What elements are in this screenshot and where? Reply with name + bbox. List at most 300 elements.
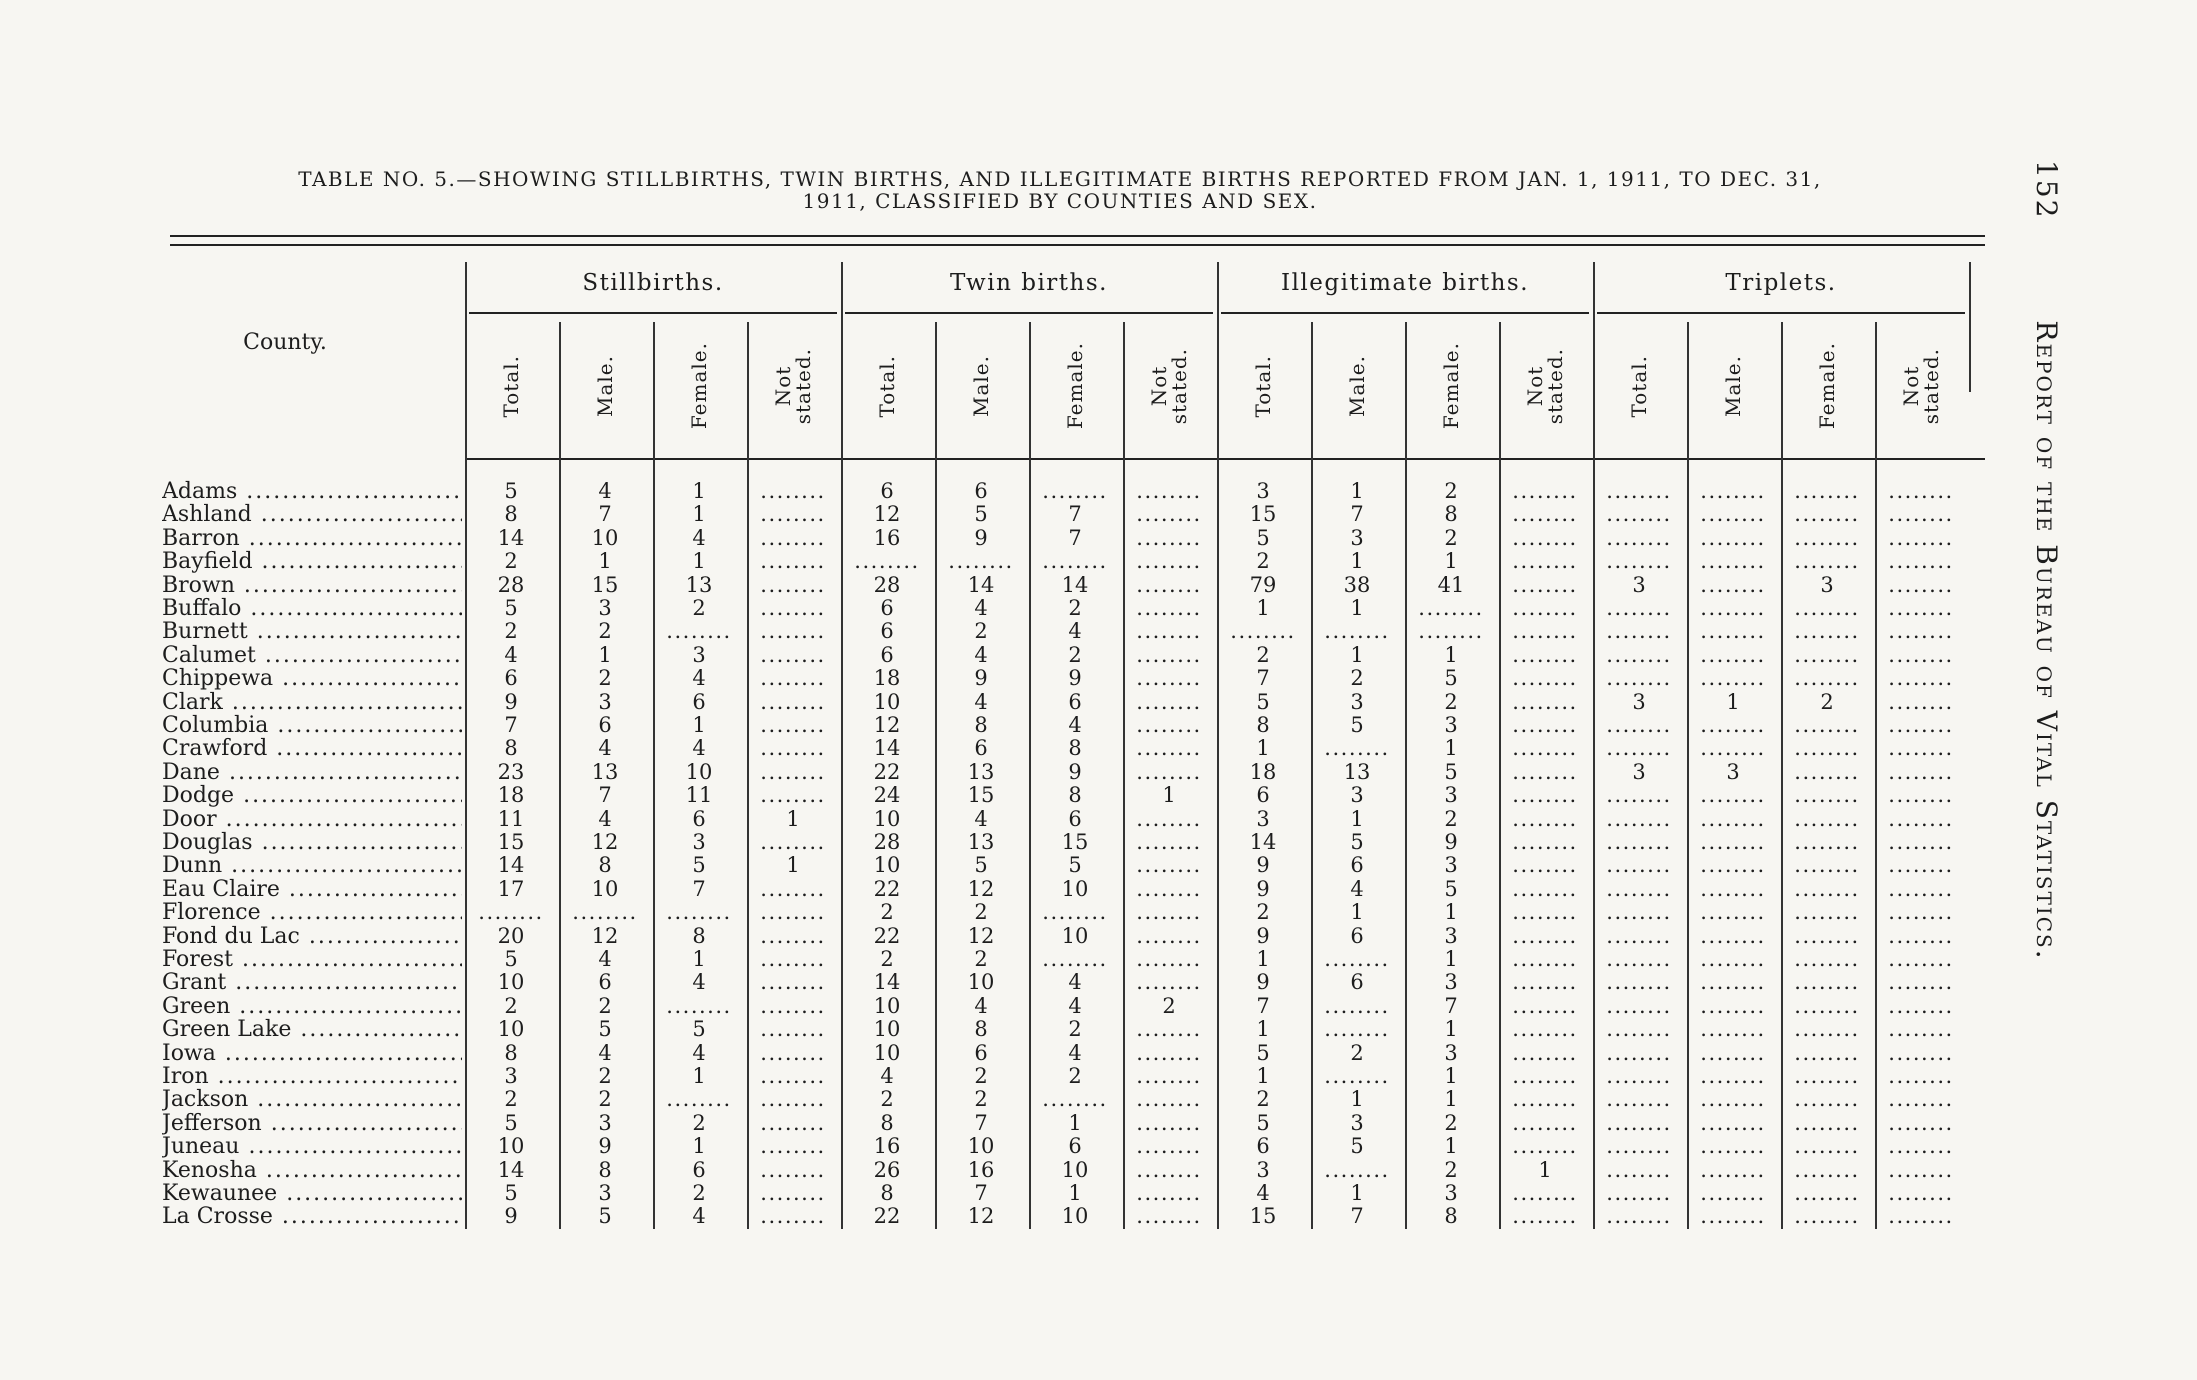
table-cell bbox=[1781, 784, 1873, 807]
table-cell: 1 bbox=[1350, 596, 1364, 620]
table-cell: 3 bbox=[1256, 1157, 1270, 1182]
table-cell: 10 bbox=[873, 1040, 901, 1065]
table-row bbox=[0, 971, 2197, 994]
column-header-0 bbox=[465, 322, 557, 450]
table-cell: 6 bbox=[1350, 923, 1364, 948]
county-name: Iron ..... bbox=[162, 1065, 462, 1088]
group-header-0: Stillbirths. bbox=[582, 270, 724, 296]
table-cell: 4 bbox=[974, 993, 988, 1018]
table-cell: 12 bbox=[967, 876, 995, 901]
table-cell bbox=[559, 901, 651, 924]
table-cell: 22 bbox=[873, 876, 901, 901]
table-cell: 2 bbox=[974, 1064, 988, 1088]
table-cell: 7 bbox=[1350, 502, 1364, 527]
group-header-3: Triplets. bbox=[1725, 270, 1837, 296]
table-row bbox=[0, 691, 2197, 714]
table-cell bbox=[1781, 503, 1873, 526]
column-header-label: Male. bbox=[969, 355, 993, 417]
table-cell: 3 bbox=[692, 642, 706, 667]
table-cell: 4 bbox=[598, 736, 612, 761]
table-row bbox=[0, 1135, 2197, 1158]
table-cell: 2 bbox=[880, 1087, 894, 1112]
table-cell: 1 bbox=[1444, 642, 1458, 667]
county-name: Iowa ..... bbox=[162, 1042, 462, 1065]
table-cell: 1 bbox=[1444, 1017, 1458, 1042]
table-cell: 4 bbox=[1068, 1040, 1082, 1065]
table-cell bbox=[747, 1112, 839, 1135]
table-row bbox=[0, 1065, 2197, 1088]
table-cell: 9 bbox=[1444, 830, 1458, 854]
table-cell: 2 bbox=[598, 1064, 612, 1088]
table-cell bbox=[1593, 737, 1685, 760]
table-cell bbox=[1781, 808, 1873, 831]
column-header-7 bbox=[1123, 322, 1215, 450]
table-cell: 5 bbox=[1350, 1134, 1364, 1159]
table-row bbox=[0, 550, 2197, 573]
table-cell: 6 bbox=[504, 666, 518, 691]
table-cell: 3 bbox=[1350, 783, 1364, 808]
table-cell bbox=[1029, 901, 1121, 924]
table-row bbox=[0, 644, 2197, 667]
table-cell bbox=[747, 527, 839, 550]
table-cell bbox=[1593, 550, 1685, 573]
table-cell: 4 bbox=[598, 1040, 612, 1065]
table-cell bbox=[1123, 527, 1215, 550]
table-cell: 10 bbox=[1061, 1157, 1089, 1182]
table-cell bbox=[1123, 761, 1215, 784]
column-header-6 bbox=[1029, 322, 1121, 450]
table-cell: 10 bbox=[591, 525, 619, 550]
county-name: Fond du Lac ..... bbox=[162, 925, 462, 948]
table-cell bbox=[747, 831, 839, 854]
column-header-label: Total. bbox=[1627, 354, 1651, 418]
table-cell: 2 bbox=[692, 596, 706, 620]
table-cell bbox=[1593, 1159, 1685, 1182]
table-cell: 1 bbox=[1538, 1157, 1552, 1182]
table-cell bbox=[747, 1088, 839, 1111]
table-cell: 2 bbox=[1068, 1064, 1082, 1088]
column-header-13 bbox=[1687, 322, 1779, 450]
table-cell bbox=[747, 503, 839, 526]
table-cell: 4 bbox=[692, 1040, 706, 1065]
table-cell: 7 bbox=[598, 502, 612, 527]
table-cell: 1 bbox=[692, 479, 706, 503]
table-cell: 3 bbox=[1350, 1110, 1364, 1135]
table-cell: 6 bbox=[880, 596, 894, 620]
column-header-8 bbox=[1217, 322, 1309, 450]
table-cell bbox=[747, 1159, 839, 1182]
table-cell bbox=[1123, 1159, 1215, 1182]
table-cell bbox=[1687, 597, 1779, 620]
county-name: Dodge ..... bbox=[162, 784, 462, 807]
table-cell bbox=[1499, 1065, 1591, 1088]
table-cell bbox=[747, 691, 839, 714]
table-cell bbox=[1875, 527, 1967, 550]
table-cell: 10 bbox=[497, 1134, 525, 1159]
table-cell: 3 bbox=[692, 830, 706, 854]
table-cell bbox=[1687, 808, 1779, 831]
county-name: Dane ..... bbox=[162, 761, 462, 784]
table-cell bbox=[1781, 597, 1873, 620]
table-cell: 4 bbox=[1068, 970, 1082, 995]
table-cell: 11 bbox=[497, 806, 525, 831]
table-cell: 4 bbox=[1256, 1181, 1270, 1205]
table-cell bbox=[1029, 948, 1121, 971]
table-cell: 16 bbox=[967, 1157, 995, 1182]
table-cell: 8 bbox=[974, 1017, 988, 1042]
table-cell bbox=[1499, 644, 1591, 667]
table-cell: 7 bbox=[974, 1110, 988, 1135]
table-cell bbox=[1781, 550, 1873, 573]
table-cell bbox=[747, 925, 839, 948]
table-cell bbox=[653, 620, 745, 643]
table-cell: 7 bbox=[598, 783, 612, 808]
table-cell: 2 bbox=[974, 900, 988, 925]
table-cell: 8 bbox=[880, 1110, 894, 1135]
table-cell bbox=[1781, 761, 1873, 784]
table-cell: 3 bbox=[1632, 689, 1646, 714]
table-cell bbox=[1875, 808, 1967, 831]
table-cell bbox=[1875, 854, 1967, 877]
table-cell bbox=[1593, 854, 1685, 877]
table-cell: 3 bbox=[1444, 783, 1458, 808]
table-cell: 3 bbox=[1350, 689, 1364, 714]
table-cell: 2 bbox=[1820, 689, 1834, 714]
table-cell: 4 bbox=[692, 970, 706, 995]
table-cell: 15 bbox=[1061, 830, 1089, 854]
table-cell: 1 bbox=[1444, 1064, 1458, 1088]
table-cell: 15 bbox=[1249, 502, 1277, 527]
table-cell: 7 bbox=[1350, 1204, 1364, 1229]
table-cell bbox=[1593, 714, 1685, 737]
table-cell: 5 bbox=[692, 853, 706, 878]
table-cell bbox=[1311, 948, 1403, 971]
table-cell: 14 bbox=[873, 736, 901, 761]
table-row bbox=[0, 854, 2197, 877]
table-cell bbox=[1781, 737, 1873, 760]
table-cell: 12 bbox=[591, 923, 619, 948]
county-name: Calumet ..... bbox=[162, 644, 462, 667]
table-cell bbox=[1687, 784, 1779, 807]
table-cell: 1 bbox=[692, 947, 706, 971]
top-rule bbox=[170, 235, 1985, 237]
column-header-label: Male. bbox=[593, 355, 617, 417]
table-cell: 6 bbox=[1256, 1134, 1270, 1159]
table-cell bbox=[1687, 1112, 1779, 1135]
table-cell: 2 bbox=[1256, 900, 1270, 925]
table-cell bbox=[1123, 1018, 1215, 1041]
table-cell bbox=[1687, 737, 1779, 760]
table-cell bbox=[1687, 1065, 1779, 1088]
table-cell bbox=[1875, 1042, 1967, 1065]
table-cell bbox=[1123, 574, 1215, 597]
table-cell bbox=[1311, 620, 1403, 643]
table-cell: 2 bbox=[1068, 1017, 1082, 1042]
table-cell bbox=[1123, 714, 1215, 737]
table-cell bbox=[1687, 574, 1779, 597]
table-row bbox=[0, 667, 2197, 690]
table-cell: 10 bbox=[967, 970, 995, 995]
table-cell bbox=[1593, 925, 1685, 948]
table-cell bbox=[1499, 1018, 1591, 1041]
column-header-15 bbox=[1875, 322, 1967, 450]
table-cell bbox=[1875, 1159, 1967, 1182]
table-cell: 23 bbox=[497, 759, 525, 784]
table-cell: 1 bbox=[1444, 947, 1458, 971]
table-cell: 5 bbox=[504, 947, 518, 971]
table-cell: 1 bbox=[1350, 900, 1364, 925]
table-cell bbox=[1593, 948, 1685, 971]
table-cell bbox=[1499, 620, 1591, 643]
table-cell: 5 bbox=[1256, 1040, 1270, 1065]
table-cell bbox=[747, 784, 839, 807]
county-name: Eau Claire ..... bbox=[162, 878, 462, 901]
table-cell: 2 bbox=[504, 993, 518, 1018]
table-row bbox=[0, 948, 2197, 971]
table-cell bbox=[935, 550, 1027, 573]
table-cell: 2 bbox=[598, 1087, 612, 1112]
table-cell bbox=[1029, 480, 1121, 503]
table-cell: 2 bbox=[504, 1087, 518, 1112]
column-header-label: Total. bbox=[1251, 354, 1275, 418]
table-cell bbox=[1499, 1182, 1591, 1205]
county-name: Burnett ..... bbox=[162, 620, 462, 643]
table-row bbox=[0, 574, 2197, 597]
table-cell bbox=[1875, 784, 1967, 807]
table-cell: 7 bbox=[974, 1181, 988, 1205]
table-cell bbox=[653, 901, 745, 924]
table-cell: 2 bbox=[504, 549, 518, 574]
table-cell: 3 bbox=[504, 1064, 518, 1088]
table-cell: 5 bbox=[1256, 1110, 1270, 1135]
county-name: Douglas ..... bbox=[162, 831, 462, 854]
table-cell bbox=[747, 597, 839, 620]
table-cell bbox=[1687, 854, 1779, 877]
column-header-label: Male. bbox=[1721, 355, 1745, 417]
table-cell bbox=[1781, 1182, 1873, 1205]
table-cell: 2 bbox=[1068, 642, 1082, 667]
table-cell: 41 bbox=[1437, 572, 1465, 597]
table-cell bbox=[1593, 1088, 1685, 1111]
table-cell: 14 bbox=[497, 853, 525, 878]
table-cell: 8 bbox=[880, 1181, 894, 1205]
table-cell: 5 bbox=[1444, 666, 1458, 691]
table-cell bbox=[1499, 1042, 1591, 1065]
table-cell bbox=[1123, 1088, 1215, 1111]
table-cell: 4 bbox=[598, 806, 612, 831]
table-cell: 12 bbox=[967, 923, 995, 948]
table-cell bbox=[1593, 667, 1685, 690]
table-cell bbox=[1781, 925, 1873, 948]
table-cell bbox=[1875, 971, 1967, 994]
column-header-2 bbox=[653, 322, 745, 450]
table-cell: 22 bbox=[873, 923, 901, 948]
table-cell: 10 bbox=[497, 1017, 525, 1042]
table-cell bbox=[747, 644, 839, 667]
table-cell bbox=[1593, 995, 1685, 1018]
table-cell: 13 bbox=[1343, 759, 1371, 784]
table-row bbox=[0, 995, 2197, 1018]
table-cell: 13 bbox=[591, 759, 619, 784]
table-cell bbox=[747, 1135, 839, 1158]
column-header-label: Not stated. bbox=[1523, 347, 1567, 425]
table-cell: 2 bbox=[1444, 1157, 1458, 1182]
table-cell: 2 bbox=[974, 619, 988, 644]
table-cell bbox=[1593, 597, 1685, 620]
table-cell: 18 bbox=[1249, 759, 1277, 784]
table-cell bbox=[1687, 1042, 1779, 1065]
table-cell: 9 bbox=[598, 1134, 612, 1159]
table-cell bbox=[1875, 1135, 1967, 1158]
table-cell: 16 bbox=[873, 1134, 901, 1159]
table-cell: 1 bbox=[1444, 900, 1458, 925]
table-cell bbox=[1311, 737, 1403, 760]
county-name: Juneau ..... bbox=[162, 1135, 462, 1158]
table-cell bbox=[1029, 550, 1121, 573]
table-row bbox=[0, 808, 2197, 831]
table-cell: 3 bbox=[1444, 1040, 1458, 1065]
table-cell bbox=[1687, 1159, 1779, 1182]
table-cell: 1 bbox=[1350, 549, 1364, 574]
county-name: Barron ..... bbox=[162, 527, 462, 550]
column-header-label: Female. bbox=[1063, 342, 1087, 430]
table-cell bbox=[747, 667, 839, 690]
table-cell bbox=[1123, 1112, 1215, 1135]
table-cell bbox=[1499, 503, 1591, 526]
table-cell bbox=[747, 878, 839, 901]
table-cell: 14 bbox=[967, 572, 995, 597]
table-cell: 5 bbox=[1068, 853, 1082, 878]
table-cell: 9 bbox=[504, 689, 518, 714]
table-cell bbox=[1405, 597, 1497, 620]
county-name: Florence ..... bbox=[162, 901, 462, 924]
table-cell: 6 bbox=[1068, 689, 1082, 714]
table-cell: 5 bbox=[1444, 876, 1458, 901]
table-cell: 8 bbox=[1256, 713, 1270, 737]
table-cell: 2 bbox=[974, 947, 988, 971]
running-title: Report of the Bureau of Vital Statistics. bbox=[2030, 320, 2063, 961]
table-cell bbox=[1311, 1018, 1403, 1041]
table-cell: 9 bbox=[1256, 970, 1270, 995]
table-cell: 8 bbox=[1068, 783, 1082, 808]
table-cell bbox=[1687, 831, 1779, 854]
table-cell: 10 bbox=[873, 993, 901, 1018]
table-cell bbox=[747, 995, 839, 1018]
group-underline-1 bbox=[845, 312, 1213, 314]
table-cell: 1 bbox=[1068, 1181, 1082, 1205]
table-cell bbox=[1123, 1042, 1215, 1065]
table-cell bbox=[1123, 480, 1215, 503]
table-row bbox=[0, 1205, 2197, 1228]
table-cell: 6 bbox=[974, 1040, 988, 1065]
table-cell: 7 bbox=[1068, 525, 1082, 550]
table-cell: 2 bbox=[1256, 1087, 1270, 1112]
table-cell bbox=[1499, 878, 1591, 901]
table-cell bbox=[1875, 1112, 1967, 1135]
column-header-9 bbox=[1311, 322, 1403, 450]
table-cell: 6 bbox=[880, 479, 894, 503]
column-header-label: Not stated. bbox=[1147, 347, 1191, 425]
table-cell: 4 bbox=[1068, 713, 1082, 737]
table-cell: 1 bbox=[1162, 783, 1176, 808]
table-cell bbox=[1875, 667, 1967, 690]
county-name: Door ..... bbox=[162, 808, 462, 831]
table-cell: 6 bbox=[692, 806, 706, 831]
table-cell: 10 bbox=[591, 876, 619, 901]
table-cell bbox=[1499, 831, 1591, 854]
table-cell: 2 bbox=[880, 900, 894, 925]
table-cell bbox=[1499, 691, 1591, 714]
table-cell bbox=[1781, 1088, 1873, 1111]
table-cell: 15 bbox=[967, 783, 995, 808]
table-cell: 10 bbox=[967, 1134, 995, 1159]
column-header-11 bbox=[1499, 322, 1591, 450]
table-cell: 4 bbox=[692, 666, 706, 691]
table-cell bbox=[1781, 971, 1873, 994]
table-cell bbox=[1687, 620, 1779, 643]
table-cell bbox=[1499, 597, 1591, 620]
table-cell: 7 bbox=[504, 713, 518, 737]
county-column-header: County. bbox=[243, 330, 327, 355]
table-cell: 28 bbox=[497, 572, 525, 597]
table-cell: 4 bbox=[974, 642, 988, 667]
table-cell bbox=[653, 1088, 745, 1111]
table-cell: 2 bbox=[692, 1181, 706, 1205]
table-cell bbox=[1123, 737, 1215, 760]
group-underline-3 bbox=[1597, 312, 1965, 314]
table-cell: 1 bbox=[1444, 736, 1458, 761]
table-cell: 6 bbox=[880, 619, 894, 644]
table-cell bbox=[841, 550, 933, 573]
table-cell: 1 bbox=[692, 502, 706, 527]
county-name: Grant ..... bbox=[162, 971, 462, 994]
table-cell: 17 bbox=[497, 876, 525, 901]
table-cell bbox=[1499, 761, 1591, 784]
table-cell: 14 bbox=[1061, 572, 1089, 597]
table-cell bbox=[1593, 1135, 1685, 1158]
table-cell bbox=[1123, 620, 1215, 643]
table-cell bbox=[1123, 691, 1215, 714]
table-cell: 10 bbox=[1061, 876, 1089, 901]
table-cell: 18 bbox=[873, 666, 901, 691]
group-underline-2 bbox=[1221, 312, 1589, 314]
table-cell bbox=[1499, 480, 1591, 503]
county-name: Brown ..... bbox=[162, 574, 462, 597]
table-cell: 7 bbox=[1068, 502, 1082, 527]
table-cell: 8 bbox=[1068, 736, 1082, 761]
table-cell: 7 bbox=[1444, 993, 1458, 1018]
table-cell: 9 bbox=[974, 525, 988, 550]
table-cell bbox=[1687, 971, 1779, 994]
table-cell bbox=[1311, 1065, 1403, 1088]
table-cell: 6 bbox=[974, 736, 988, 761]
table-cell: 5 bbox=[598, 1017, 612, 1042]
table-cell: 5 bbox=[1350, 713, 1364, 737]
table-cell bbox=[1593, 1042, 1685, 1065]
table-cell bbox=[747, 948, 839, 971]
table-cell bbox=[1781, 1065, 1873, 1088]
table-cell bbox=[747, 901, 839, 924]
table-cell: 2 bbox=[974, 1087, 988, 1112]
table-cell bbox=[1499, 1088, 1591, 1111]
table-cell: 4 bbox=[1068, 993, 1082, 1018]
table-cell: 2 bbox=[598, 619, 612, 644]
table-row bbox=[0, 1159, 2197, 1182]
column-header-label: Not stated. bbox=[1899, 347, 1943, 425]
table-cell bbox=[1687, 925, 1779, 948]
table-cell bbox=[1781, 878, 1873, 901]
table-cell: 5 bbox=[1256, 689, 1270, 714]
